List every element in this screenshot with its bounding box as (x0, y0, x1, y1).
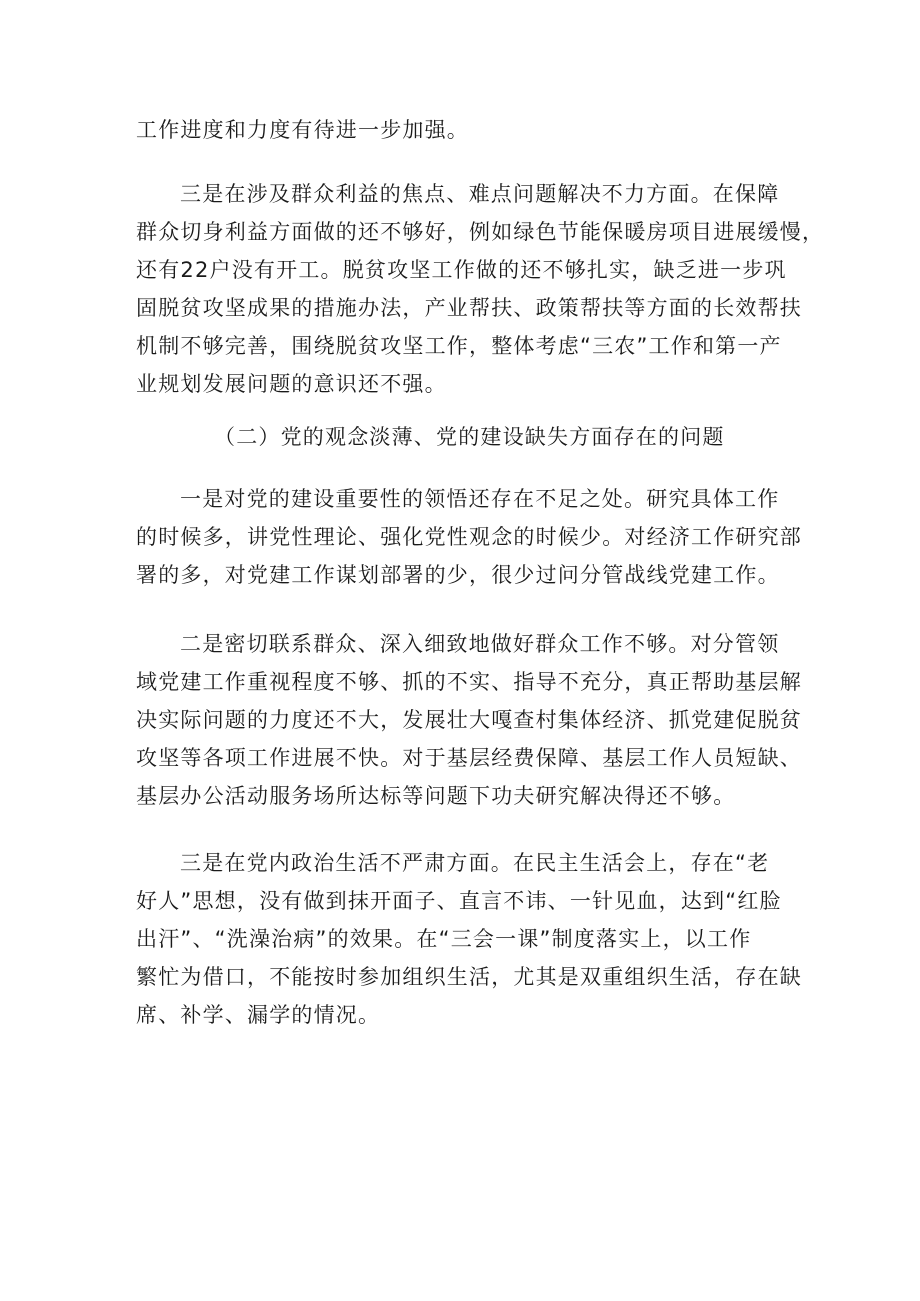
paragraph-interests-line-5: 机制不够完善，围绕脱贫攻坚工作，整体考虑“三农”工作和第一产 (136, 334, 782, 358)
paragraph-masses-line-1: 二是密切联系群众、深入细致地做好群众工作不够。对分管领 (180, 632, 780, 656)
paragraph-masses-line-4: 攻坚等各项工作进展不快。对于基层经费保障、基层工作人员短缺、 (136, 746, 802, 770)
paragraph-interests-line-2: 群众切身利益方面做的还不够好，例如绿色节能保暖房项目进展缓慢， (136, 220, 825, 244)
paragraph-interests-line-6: 业规划发展问题的意识还不强。 (136, 372, 447, 396)
paragraph-party-line-2: 的时候多，讲党性理论、强化党性观念的时候少。对经济工作研究部 (136, 525, 802, 549)
paragraph-party-line-1: 一是对党的建设重要性的领悟还存在不足之处。研究具体工作 (180, 487, 780, 511)
paragraph-interests-line-3: 还有22户没有开工。脱贫攻坚工作做的还不够扎实，缺乏进一步巩 (136, 258, 787, 282)
paragraph-political-line-1: 三是在党内政治生活不严肃方面。在民主生活会上，存在“老 (180, 851, 770, 875)
paragraph-masses-line-3: 决实际问题的力度还不大，发展壮大嘎查村集体经济、抓党建促脱贫 (136, 708, 802, 732)
section-heading: （二）党的观念淡薄、党的建设缺失方面存在的问题 (214, 425, 725, 449)
paragraph-political-line-3: 出汗”、“洗澡治病”的效果。在“三会一课”制度落实上，以工作 (136, 927, 752, 951)
paragraph-interests-line-1: 三是在涉及群众利益的焦点、难点问题解决不力方面。在保障 (180, 182, 780, 206)
paragraph-party-line-3: 署的多，对党建工作谋划部署的少，很少过问分管战线党建工作。 (136, 563, 780, 587)
paragraph-political-line-4: 繁忙为借口，不能按时参加组织生活，尤其是双重组织生活，存在缺 (136, 965, 802, 989)
paragraph-masses-line-2: 域党建工作重视程度不够、抓的不实、指导不充分，真正帮助基层解 (136, 670, 802, 694)
paragraph-political-line-5: 席、补学、漏学的情况。 (136, 1003, 381, 1027)
paragraph-interests-line-4: 固脱贫攻坚成果的措施办法，产业帮扶、政策帮扶等方面的长效帮扶 (136, 296, 802, 320)
paragraph-continuation-line-1: 工作进度和力度有待进一步加强。 (136, 118, 469, 142)
paragraph-political-line-2: 好人”思想，没有做到抹开面子、直言不讳、一针见血，达到“红脸 (136, 889, 782, 913)
paragraph-masses-line-5: 基层办公活动服务场所达标等问题下功夫研究解决得还不够。 (136, 784, 736, 808)
